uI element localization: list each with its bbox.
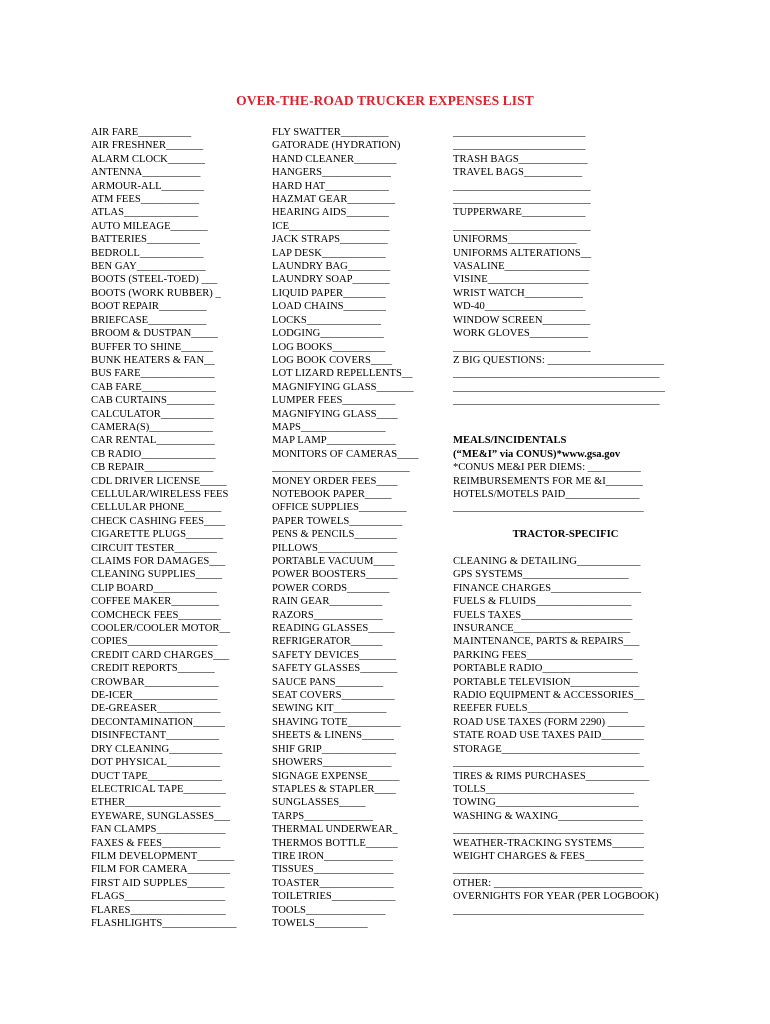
expense-item: LOG BOOK COVERS____ [272, 354, 393, 366]
expense-item: LOG BOOKS__________ [272, 341, 386, 353]
expense-item: CAR RENTAL___________ [91, 435, 215, 447]
expense-item: __________________________ [453, 194, 591, 206]
expense-item: ATM FEES___________ [91, 194, 200, 206]
expense-item: DOT PHYSICAL__________ [91, 757, 220, 769]
expense-item: CREDIT CARD CHARGES___ [91, 649, 230, 661]
expense-item: LUMPER FEES__________ [272, 395, 396, 407]
expense-item: PILLOWS_______________ [272, 542, 398, 554]
expense-item: TISSUES_______________ [272, 864, 394, 876]
expense-item: REIMBURSEMENTS FOR ME &I_______ [453, 475, 643, 487]
expense-item: HARD HAT____________ [272, 180, 389, 192]
expense-item: TOLLS____________________________ [453, 783, 635, 795]
expense-item: REEFER FUELS___________________ [453, 703, 629, 715]
expense-item: WEIGHT CHARGES & FEES___________ [453, 850, 644, 862]
expense-item: LOAD CHAINS________ [272, 301, 386, 313]
expense-item: TARPS_____________ [272, 810, 373, 822]
expense-item: BROOM & DUSTPAN_____ [91, 328, 218, 340]
expense-item: BEN GAY_____________ [91, 261, 206, 273]
expense-item: EYEWARE, SUNGLASSES___ [91, 810, 230, 822]
expense-item: ____________________________________ [453, 824, 644, 836]
expense-item: ARMOUR-ALL________ [91, 180, 204, 192]
expense-item: CREDIT REPORTS_______ [91, 663, 215, 675]
expense-item: ICE___________________ [272, 220, 390, 232]
expense-item: HOTELS/MOTELS PAID______________ [453, 488, 640, 500]
expense-item: LIQUID PAPER________ [272, 287, 386, 299]
expense-item: SAFETY GLASSES_______ [272, 663, 398, 675]
expense-item: SHOWERS_____________ [272, 757, 392, 769]
expense-item: CDL DRIVER LICENSE_____ [91, 475, 227, 487]
expense-item: RAZORS_____________ [272, 609, 383, 621]
expense-item: WD-40___________________ [453, 301, 586, 313]
expense-item: MONEY ORDER FEES____ [272, 475, 398, 487]
expense-item: CROWBAR______________ [91, 676, 219, 688]
expense-item: SIGNAGE EXPENSE______ [272, 770, 400, 782]
expense-item: POWER CORDS________ [272, 582, 390, 594]
expense-item: CLIP BOARD____________ [91, 582, 217, 594]
expense-item: UNIFORMS_____________ [453, 234, 577, 246]
expense-item: _______________________________________ [453, 395, 660, 407]
expense-item: GPS SYSTEMS____________________ [453, 569, 629, 581]
expense-item [453, 542, 678, 555]
expense-item: HAND CLEANER________ [272, 153, 397, 165]
expense-item: COOLER/COOLER MOTOR__ [91, 623, 231, 635]
expense-item: LAP DESK____________ [272, 247, 386, 259]
expense-item: STAPLES & STAPLER____ [272, 783, 396, 795]
expense-item: DE-ICER________________ [91, 690, 218, 702]
expense-item: CB RADIO______________ [91, 448, 216, 460]
expense-item: TIRES & RIMS PURCHASES____________ [453, 770, 650, 782]
expense-item: CALCULATOR__________ [91, 408, 214, 420]
expense-item: SHIF GRIP______________ [272, 743, 396, 755]
expense-item: OVERNIGHTS FOR YEAR (PER LOGBOOK) [453, 891, 659, 903]
expense-item: CELLULAR PHONE_______ [91, 502, 222, 514]
expense-item: TOOLS_______________ [272, 904, 386, 916]
expense-item: CHECK CASHING FEES____ [91, 515, 226, 527]
expense-item: DUCT TAPE______________ [91, 770, 222, 782]
expense-item: ____________________________________ [453, 757, 644, 769]
expense-item: ________________________________________ [453, 381, 665, 393]
expense-item: LODGING____________ [272, 328, 384, 340]
expense-item: MAP LAMP_____________ [272, 435, 396, 447]
expense-item: VASALINE________________ [453, 261, 590, 273]
expense-item: BRIEFCASE___________ [91, 314, 207, 326]
expense-item: _________________________ [453, 127, 586, 138]
expense-column-1 [91, 126, 256, 930]
expense-item: FUELS TAXES_____________________ [453, 609, 633, 621]
expense-item: WASHING & WAXING________________ [453, 810, 643, 822]
expense-item: ETHER__________________ [91, 797, 221, 809]
expense-item: DE-GREASER____________ [91, 703, 221, 715]
expense-item [453, 421, 678, 434]
expense-item: STATE ROAD USE TAXES PAID________ [453, 730, 644, 742]
expense-item: FLARES__________________ [91, 904, 226, 916]
expense-item: CELLULAR/WIRELESS FEES [91, 488, 229, 500]
expense-item: SAUCE PANS_________ [272, 676, 384, 688]
expense-item [453, 515, 678, 528]
expense-item: THERMAL UNDERWEAR_ [272, 824, 398, 836]
expense-item: RADIO EQUIPMENT & ACCESSORIES__ [453, 690, 645, 702]
expense-item: FUELS & FLUIDS__________________ [453, 596, 632, 608]
expense-item: FILM DEVELOPMENT_______ [91, 850, 235, 862]
expense-item: WORK GLOVES___________ [453, 328, 589, 340]
expense-item: BUS FARE______________ [91, 368, 215, 380]
expense-item: CAB CURTAINS_________ [91, 395, 215, 407]
expense-item: TRAVEL BAGS___________ [453, 167, 583, 179]
expense-item: LOCKS______________ [272, 314, 381, 326]
expense-item: __________________________ [453, 220, 591, 232]
expense-item: HANGERS_____________ [272, 167, 391, 179]
expense-item: MONITORS OF CAMERAS____ [272, 448, 419, 460]
expense-item: CLAIMS FOR DAMAGES___ [91, 556, 226, 567]
expense-item: WINDOW SCREEN_________ [453, 314, 591, 326]
expense-item: CB REPAIR_____________ [91, 462, 214, 474]
page-title: OVER-THE-ROAD TRUCKER EXPENSES LIST [236, 93, 534, 108]
expense-item: PAPER TOWELS__________ [272, 515, 403, 527]
expense-item: COMCHECK FEES________ [91, 609, 221, 621]
expense-item: FINANCE CHARGES_________________ [453, 582, 642, 594]
expense-item: STORAGE__________________________ [453, 743, 640, 755]
expense-item: TOASTER______________ [272, 877, 394, 889]
expense-item: SHEETS & LINENS______ [272, 730, 394, 742]
expense-item: _______________________________________ [453, 368, 660, 380]
expense-item: SEWING KIT__________ [272, 703, 387, 715]
expense-item: FLAGS___________________ [91, 891, 226, 903]
expense-item: FAN CLAMPS_____________ [91, 824, 226, 836]
expense-item: CLEANING & DETAILING____________ [453, 556, 641, 567]
expense-item: WEATHER-TRACKING SYSTEMS______ [453, 837, 644, 849]
expense-item: BOOTS (STEEL-TOED) ___ [91, 274, 218, 286]
expense-item: OTHER: ____________________________ [453, 877, 643, 889]
expense-item: PARKING FEES____________________ [453, 649, 633, 661]
expense-item: NOTEBOOK PAPER_____ [272, 488, 392, 500]
expense-item: DECONTAMINATION______ [91, 716, 225, 728]
expense-item: CIGARETTE PLUGS_______ [91, 529, 224, 541]
expense-item: TOILETRIES____________ [272, 891, 396, 903]
expense-item: ALARM CLOCK_______ [91, 153, 205, 165]
expense-item: POWER BOOSTERS______ [272, 569, 398, 581]
expense-item: PORTABLE TELEVISION_____________ [453, 676, 640, 688]
expense-item: BATTERIES__________ [91, 234, 200, 246]
expense-item: GATORADE (HYDRATION) [272, 140, 401, 152]
expense-item [453, 408, 678, 421]
expense-column-3 [453, 126, 678, 917]
expense-item: COFFEE MAKER_________ [91, 596, 220, 608]
expense-item: TUPPERWARE____________ [453, 207, 586, 219]
expense-item: HEARING AIDS________ [272, 207, 389, 219]
expense-item: THERMOS BOTTLE______ [272, 837, 398, 849]
expense-column-2 [272, 126, 437, 930]
expense-item: AIR FARE__________ [91, 127, 192, 138]
expense-item: UNIFORMS ALTERATIONS__ [453, 247, 592, 259]
expense-item: CAMERA(S)____________ [91, 421, 213, 433]
expense-item: ____________________________________ [453, 864, 644, 876]
expense-item: PORTABLE RADIO__________________ [453, 663, 638, 675]
expense-item: TRASH BAGS_____________ [453, 153, 588, 165]
section-heading: (“ME&I” via CONUS)*www.gsa.gov [453, 448, 621, 460]
expense-item: CAB FARE______________ [91, 381, 216, 393]
expense-item: SAFETY DEVICES_______ [272, 649, 397, 661]
expense-item: __________________________ [453, 180, 591, 192]
expense-item: REFRIGERATOR______ [272, 636, 383, 648]
expense-item: ____________________________________ [453, 502, 644, 514]
expense-item: MAGNIFYING GLASS_______ [272, 381, 414, 393]
expense-item: _________________________ [453, 140, 586, 152]
expense-item: *CONUS ME&I PER DIEMS: __________ [453, 462, 641, 474]
expense-item: BUFFER TO SHINE______ [91, 341, 214, 353]
expense-item: BUNK HEATERS & FAN__ [91, 354, 215, 366]
expense-item: ATLAS______________ [91, 207, 199, 219]
expense-item: PENS & PENCILS________ [272, 529, 397, 541]
expense-item: HAZMAT GEAR_________ [272, 194, 396, 206]
expense-item: CIRCUIT TESTER________ [91, 542, 217, 554]
expense-item: DISINFECTANT__________ [91, 730, 220, 742]
expense-item: RAIN GEAR__________ [272, 596, 383, 608]
expense-item: TIRE IRON_____________ [272, 850, 393, 862]
expense-item: __________________________ [272, 462, 410, 474]
expense-item: WRIST WATCH___________ [453, 287, 583, 299]
expense-item: ____________________________________ [453, 904, 644, 916]
expense-item: OFFICE SUPPLIES_________ [272, 502, 407, 514]
expense-item: INSURANCE______________________ [453, 623, 631, 635]
section-heading: MEALS/INCIDENTALS [453, 435, 567, 447]
expense-item: SHAVING TOTE__________ [272, 716, 401, 728]
expense-item: PORTABLE VACUUM____ [272, 556, 395, 567]
expense-item: SUNGLASSES_____ [272, 797, 366, 809]
expense-item: CLEANING SUPPLIES_____ [91, 569, 222, 581]
expense-item: MAGNIFYING GLASS____ [272, 408, 398, 420]
expense-item: SEAT COVERS__________ [272, 690, 395, 702]
expense-item: LOT LIZARD REPELLENTS__ [272, 368, 413, 380]
expense-item: ROAD USE TAXES (FORM 2290) _______ [453, 716, 645, 728]
expense-item: BEDROLL____________ [91, 247, 204, 259]
expense-item: JACK STRAPS_________ [272, 234, 388, 246]
expense-item: ANTENNA___________ [91, 167, 201, 179]
expense-item: COPIES_________________ [91, 636, 218, 648]
expense-item: MAPS________________ [272, 421, 386, 433]
expense-item: BOOTS (WORK RUBBER) _ [91, 287, 221, 299]
expense-item: DRY CLEANING__________ [91, 743, 223, 755]
expense-item: FILM FOR CAMERA________ [91, 864, 230, 876]
expense-item: ELECTRICAL TAPE________ [91, 783, 226, 795]
expense-item: LAUNDRY SOAP_______ [272, 274, 390, 286]
expense-item: AIR FRESHNER_______ [91, 140, 204, 152]
expense-item: TOWING___________________________ [453, 797, 639, 809]
expense-item: FAXES & FEES___________ [91, 837, 221, 849]
section-heading: TRACTOR-SPECIFIC [512, 529, 619, 541]
expense-item: BOOT REPAIR_________ [91, 301, 207, 313]
expense-item: VISINE___________________ [453, 274, 589, 286]
expense-item: MAINTENANCE, PARTS & REPAIRS___ [453, 636, 640, 648]
expense-item: AUTO MILEAGE_______ [91, 220, 208, 232]
expense-item: Z BIG QUESTIONS: ______________________ [453, 354, 664, 366]
expense-item: TOWELS__________ [272, 917, 368, 929]
expense-item: FIRST AID SUPPLES_______ [91, 877, 225, 889]
expense-item: READING GLASSES_____ [272, 623, 395, 635]
expense-item: FLASHLIGHTS______________ [91, 917, 237, 929]
expense-item: FLY SWATTER_________ [272, 127, 389, 138]
expense-item: __________________________ [453, 341, 591, 353]
expense-item: LAUNDRY BAG________ [272, 261, 391, 273]
